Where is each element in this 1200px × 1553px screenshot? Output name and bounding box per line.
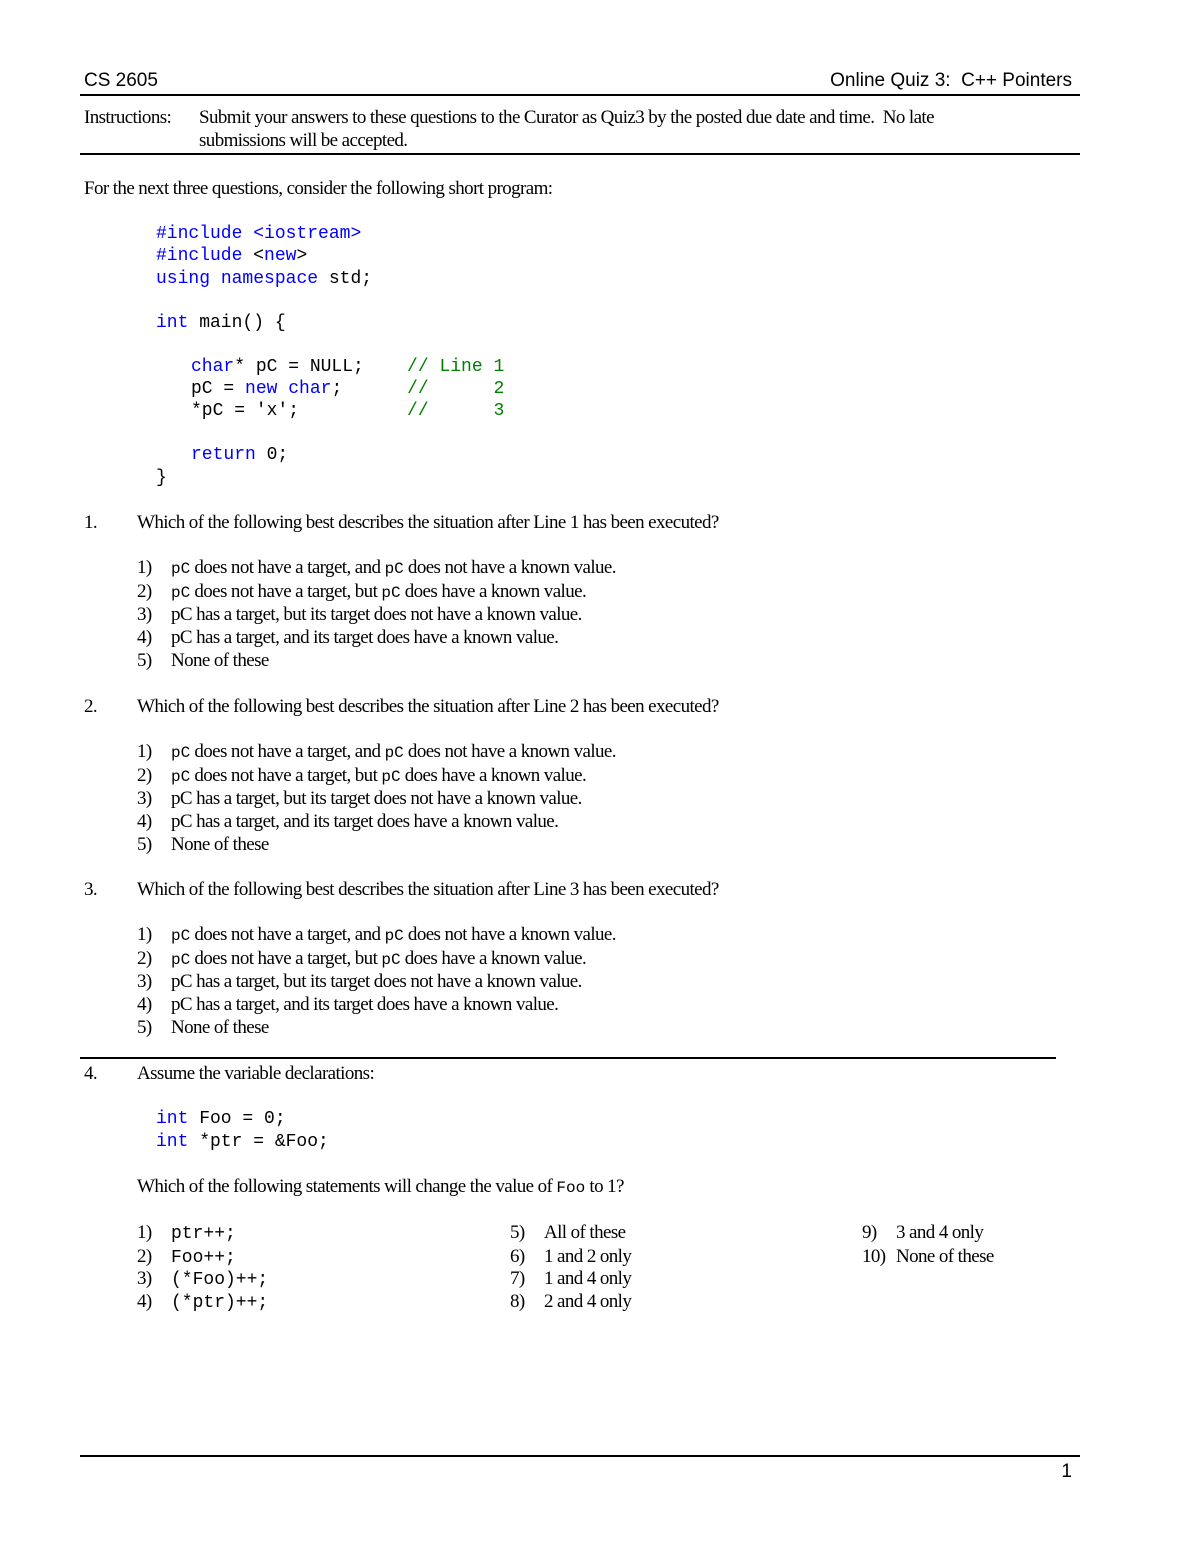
option-text: 1 and 2 only [544, 1246, 632, 1267]
code-line-2-stmt [191, 378, 504, 400]
option-text: None of these [171, 650, 269, 671]
question-text: Which of the following best describes the situation after Line 1 has been executed? [137, 512, 719, 533]
q4-option [137, 1268, 268, 1290]
instructions-label: Instructions: [84, 107, 172, 128]
instructions-line-1: Submit your answers to these questions to the Curator as Quiz3 by the posted due date and time. No late [199, 107, 934, 128]
code-return [191, 444, 288, 466]
q4-prompt-pre: Which of the following statements will change the value of [137, 1176, 557, 1197]
instructions-line-2: submissions will be accepted. [199, 130, 408, 151]
option-number: 4) [137, 1291, 152, 1312]
q4-text: Assume the variable declarations: [137, 1063, 375, 1084]
option-text: does not have a target, but [190, 948, 382, 969]
header-rule [80, 94, 1080, 96]
q4-prompt-post: to 1? [585, 1176, 624, 1197]
q4-prompt [137, 1176, 624, 1198]
option-number: 10) [862, 1246, 886, 1267]
instructions-rule [80, 153, 1080, 155]
code-line-7: *pC = 'x'; // 3 [191, 401, 505, 421]
option-var: pC [381, 951, 401, 969]
option-var: pC [381, 584, 401, 602]
option-number: 5) [510, 1222, 525, 1243]
code-using [156, 268, 372, 290]
option-number: 6) [510, 1246, 525, 1267]
option-var: pC [171, 927, 191, 945]
option-text: 2 and 4 only [544, 1291, 632, 1312]
answer-option [137, 650, 269, 672]
q4-option [510, 1291, 631, 1313]
code-line-5: char* pC = NULL; // Line 1 [191, 357, 505, 377]
option-text: does have a known value. [400, 765, 587, 786]
answer-option [137, 924, 616, 946]
option-number: 5) [137, 650, 152, 671]
code-line-3: using namespace std; [156, 269, 373, 289]
option-var: pC [384, 744, 404, 762]
option-number: 3) [137, 788, 152, 809]
option-number: 2) [137, 1246, 152, 1267]
q4-option [510, 1268, 631, 1290]
option-text: pC has a target, but its target does not have a known value. [171, 604, 582, 625]
option-number: 1) [137, 924, 152, 945]
answer-option [137, 994, 558, 1016]
footer-rule [80, 1455, 1080, 1457]
question-text: Which of the following best describes the situation after Line 2 has been executed? [137, 696, 719, 717]
answer-option [137, 811, 558, 833]
q4-option [137, 1246, 236, 1268]
option-var: pC [384, 927, 404, 945]
option-text: does not have a target, but [190, 581, 382, 602]
question-number: 1. [84, 512, 98, 533]
option-text: Foo++; [171, 1248, 236, 1268]
option-var: pC [171, 744, 191, 762]
code-include-iostream [156, 223, 361, 245]
question-number: 3. [84, 879, 98, 900]
q4-decl-2 [156, 1131, 329, 1153]
code-line-4: int main() { [156, 313, 286, 333]
q4-decl-1 [156, 1108, 286, 1130]
question-number: 2. [84, 696, 98, 717]
option-number: 1) [137, 1222, 152, 1243]
answer-option [137, 971, 582, 993]
option-text: does not have a known value. [403, 924, 616, 945]
answer-option [137, 604, 582, 626]
option-var: pC [384, 560, 404, 578]
answer-option [137, 948, 586, 970]
q4-option [862, 1222, 983, 1244]
answer-option [137, 765, 586, 787]
option-number: 3) [137, 604, 152, 625]
option-text: does not have a target, and [190, 557, 385, 578]
option-number: 2) [137, 765, 152, 786]
option-number: 8) [510, 1291, 525, 1312]
q4-prompt-var: Foo [556, 1179, 586, 1197]
code-line-6: pC = new char; // 2 [191, 379, 505, 399]
option-text: does not have a target, and [190, 741, 385, 762]
option-text: does not have a known value. [403, 741, 616, 762]
option-text: does not have a target, and [190, 924, 385, 945]
option-number: 4) [137, 627, 152, 648]
page-number: 1 [1061, 1461, 1072, 1482]
option-var: pC [171, 951, 191, 969]
option-text: does not have a known value. [403, 557, 616, 578]
option-text: pC has a target, and its target does have a known value. [171, 811, 559, 832]
option-number: 1) [137, 741, 152, 762]
answer-option [137, 741, 616, 763]
code-line-8: return 0; [191, 445, 289, 465]
q4-option [862, 1246, 994, 1268]
q4-option [137, 1291, 268, 1313]
q4-option [510, 1222, 625, 1244]
option-number: 5) [137, 1017, 152, 1038]
code-line-9: } [156, 468, 167, 488]
option-var: pC [381, 768, 401, 786]
option-number: 4) [137, 811, 152, 832]
answer-option [137, 581, 586, 603]
option-number: 9) [862, 1222, 877, 1243]
code-close-brace [156, 467, 167, 489]
option-number: 1) [137, 557, 152, 578]
code-line-3-stmt [191, 400, 504, 422]
option-var: pC [171, 768, 191, 786]
option-number: 2) [137, 948, 152, 969]
option-text: None of these [171, 834, 269, 855]
option-number: 3) [137, 971, 152, 992]
option-var: pC [171, 584, 191, 602]
option-number: 3) [137, 1268, 152, 1289]
q4-decl-1-text: int Foo = 0; [156, 1109, 286, 1129]
option-number: 7) [510, 1268, 525, 1289]
option-number: 4) [137, 994, 152, 1015]
option-text: ptr++; [171, 1224, 236, 1244]
answer-option [137, 627, 558, 649]
option-text: (*ptr)++; [171, 1293, 269, 1313]
option-text: does have a known value. [400, 581, 587, 602]
code-line-1-stmt [191, 356, 504, 378]
option-number: 5) [137, 834, 152, 855]
code-include-new [156, 245, 307, 267]
answer-option [137, 788, 582, 810]
option-text: does not have a target, but [190, 765, 382, 786]
answer-option [137, 834, 269, 856]
answer-option [137, 557, 616, 579]
option-number: 2) [137, 581, 152, 602]
option-text: pC has a target, but its target does not have a known value. [171, 788, 582, 809]
option-text: None of these [896, 1246, 994, 1267]
option-text: pC has a target, and its target does have a known value. [171, 627, 559, 648]
q4-number: 4. [84, 1063, 98, 1084]
q4-decl-2-text: int *ptr = &Foo; [156, 1132, 329, 1152]
question-text: Which of the following best describes the situation after Line 3 has been executed? [137, 879, 719, 900]
q4-option [510, 1246, 631, 1268]
option-var: pC [171, 560, 191, 578]
option-text: pC has a target, and its target does have a known value. [171, 994, 559, 1015]
q4-separator [80, 1057, 1056, 1059]
quiz-title: Online Quiz 3: C++ Pointers [830, 70, 1072, 91]
code-line-2: #include <new> [156, 246, 308, 266]
code-line-1: #include <iostream> [156, 224, 362, 244]
option-text: None of these [171, 1017, 269, 1038]
answer-option [137, 1017, 269, 1039]
course-name: CS 2605 [84, 70, 158, 91]
q4-option [137, 1222, 236, 1244]
option-text: 1 and 4 only [544, 1268, 632, 1289]
code-main [156, 312, 286, 334]
option-text: (*Foo)++; [171, 1270, 269, 1290]
intro-text: For the next three questions, consider the following short program: [84, 178, 553, 199]
option-text: All of these [544, 1222, 626, 1243]
option-text: does have a known value. [400, 948, 587, 969]
option-text: pC has a target, but its target does not have a known value. [171, 971, 582, 992]
option-text: 3 and 4 only [896, 1222, 984, 1243]
